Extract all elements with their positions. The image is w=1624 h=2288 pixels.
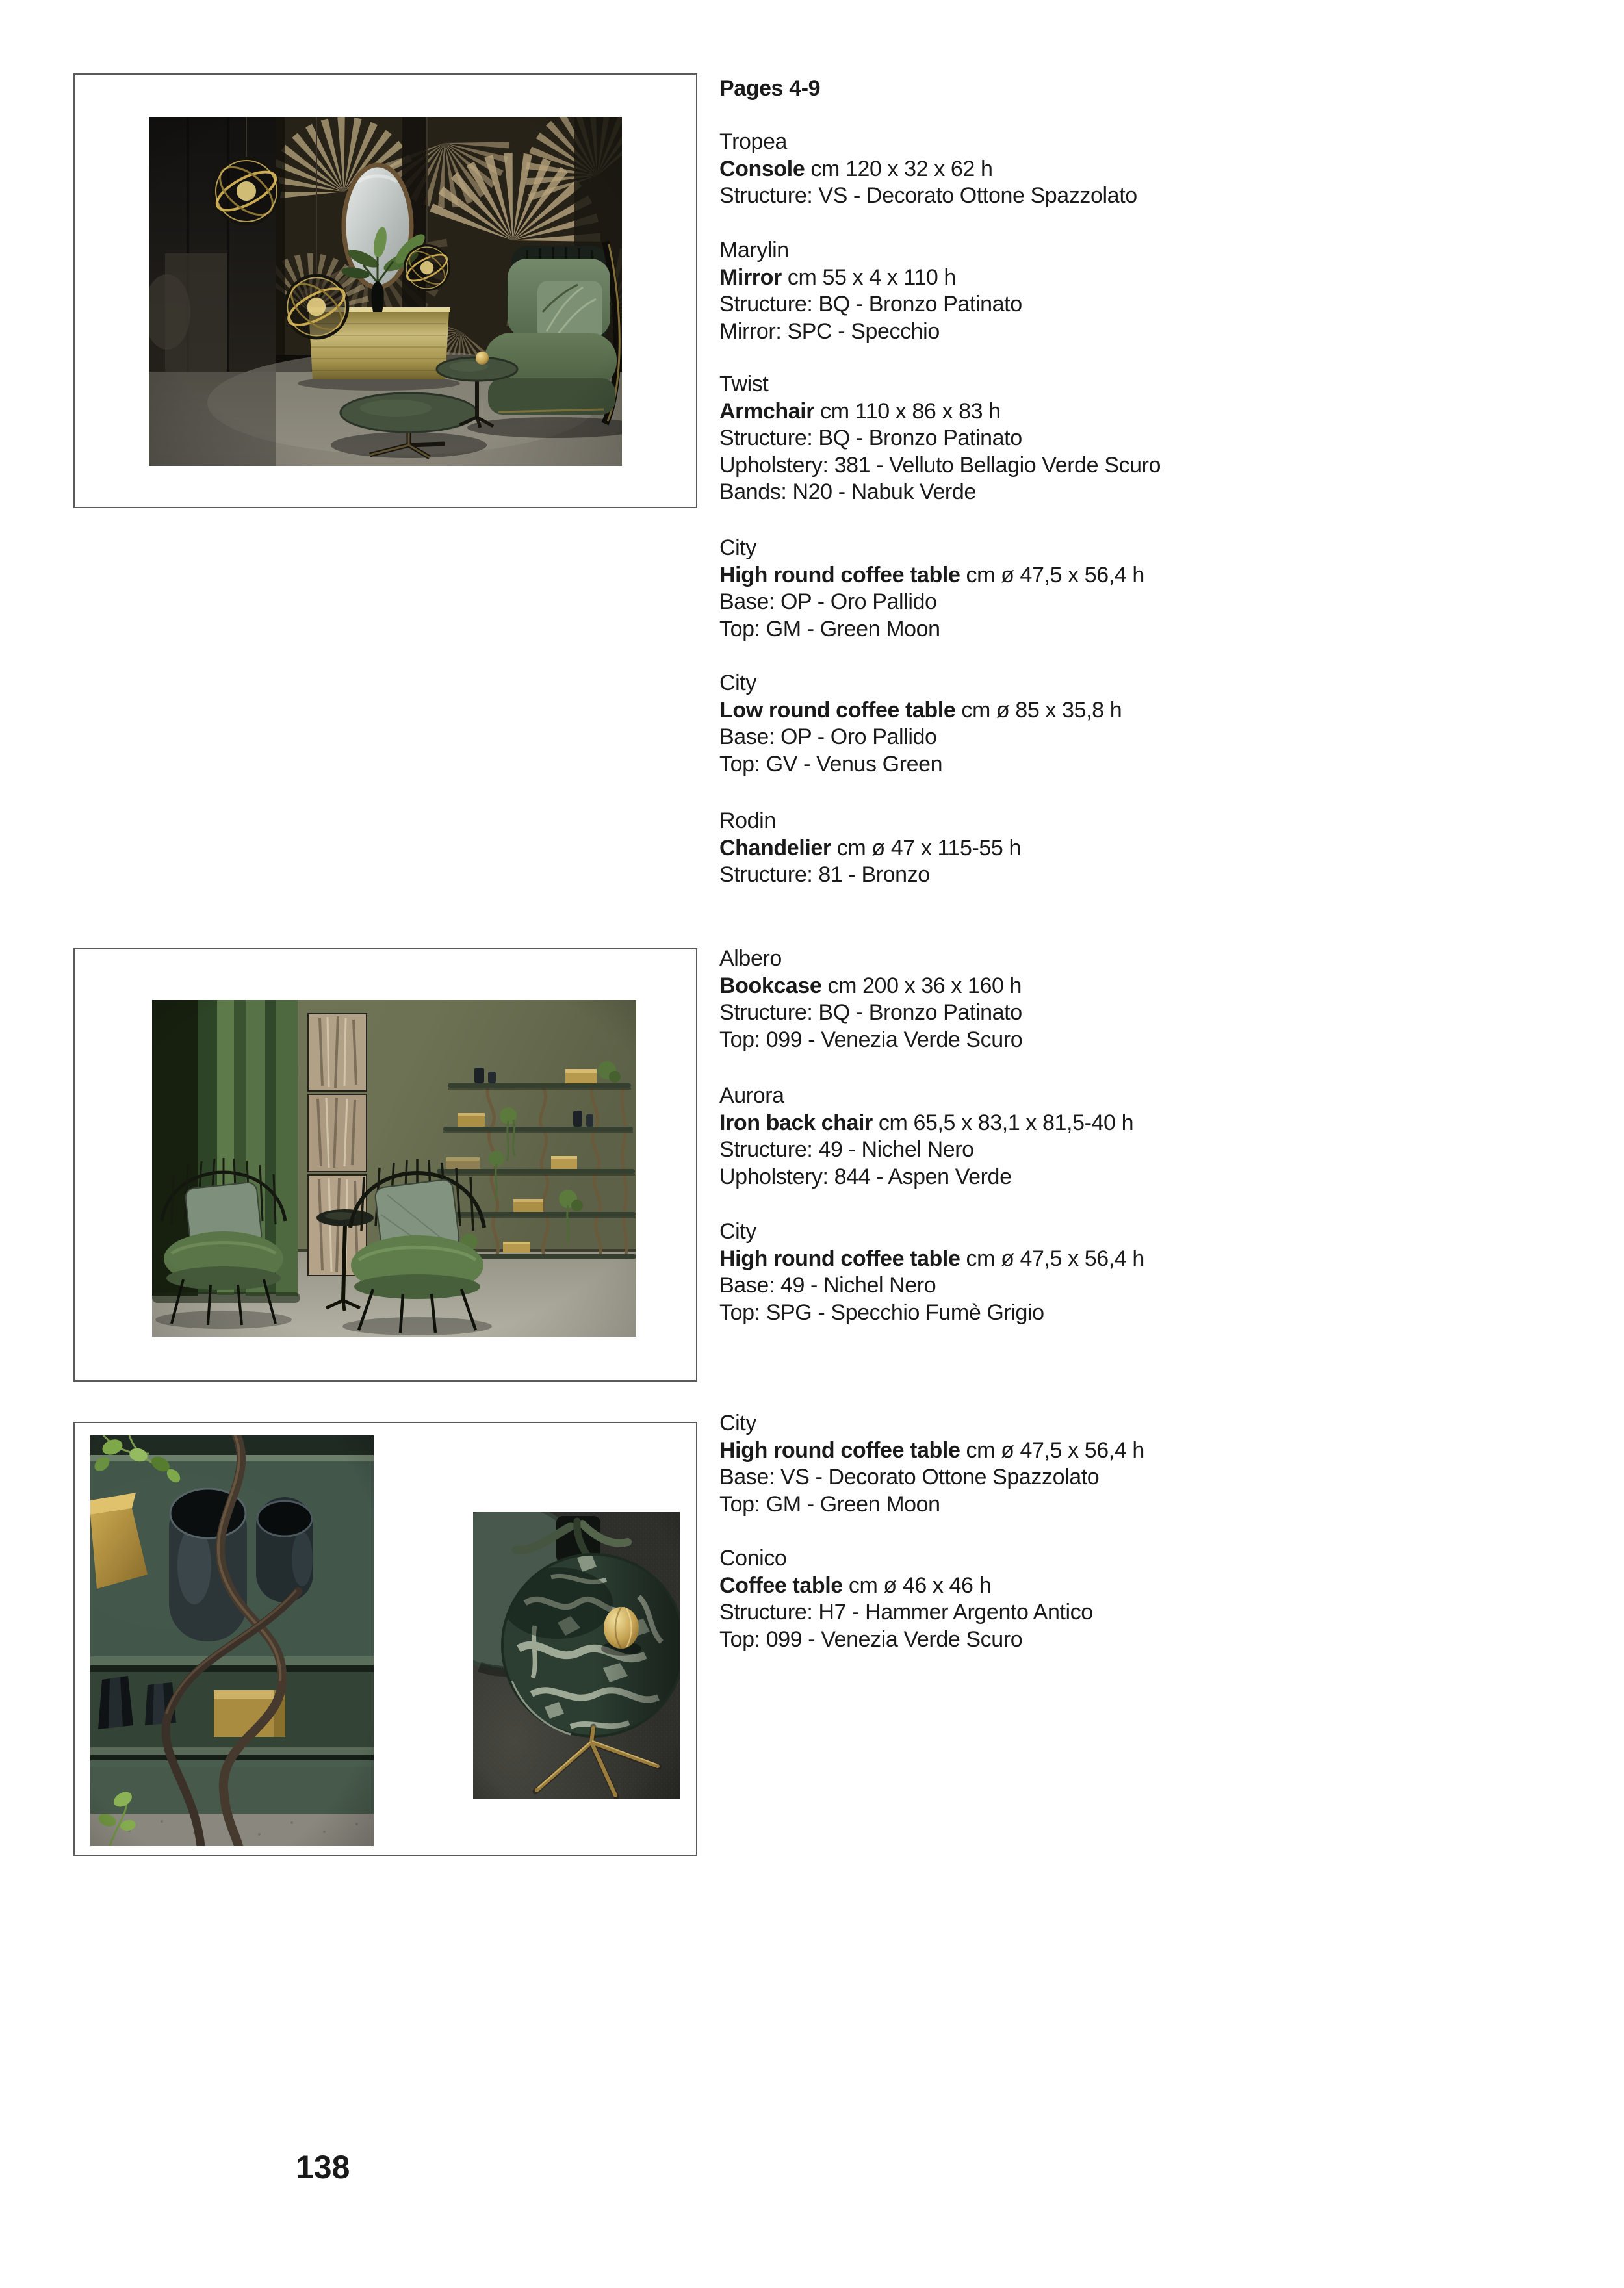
product-name: High round coffee table	[719, 562, 960, 587]
product-name: Iron back chair	[719, 1110, 873, 1135]
product-name: Chandelier	[719, 835, 831, 860]
image-frame-middle	[73, 948, 697, 1382]
product-name: Mirror	[719, 264, 782, 290]
image-frame-bottom	[73, 1422, 697, 1856]
product-name: Low round coffee table	[719, 697, 956, 723]
image-frame-top	[73, 73, 697, 508]
product-dims: cm 120 x 32 x 62 h	[810, 156, 993, 181]
product-detail: Base: OP - Oro Pallido	[719, 589, 937, 614]
product-name: High round coffee table	[719, 1246, 960, 1271]
product-dims: cm 55 x 4 x 110 h	[787, 264, 956, 290]
listing-rodin-chandelier	[719, 808, 1278, 889]
product-dims: cm ø 85 x 35,8 h	[961, 697, 1122, 723]
product-dims: cm 110 x 86 x 83 h	[820, 398, 1001, 424]
product-detail: Top: GV - Venus Green	[719, 751, 943, 777]
product-detail: Structure: 49 - Nichel Nero	[719, 1137, 974, 1162]
product-detail: Top: 099 - Venezia Verde Scuro	[719, 1027, 1023, 1052]
product-detail: Structure: 81 - Bronzo	[719, 862, 930, 887]
photo-console-room	[149, 117, 622, 466]
photo-bookcase-room	[152, 1000, 636, 1337]
product-detail: Structure: H7 - Hammer Argento Antico	[719, 1600, 1093, 1625]
collection-name: City	[719, 535, 756, 560]
product-dims: cm ø 47,5 x 56,4 h	[966, 562, 1144, 587]
listing-city-high-table-1	[719, 535, 1278, 643]
product-detail: Upholstery: 381 - Velluto Bellagio Verde Scuro	[719, 452, 1161, 478]
photo-coffee-table-detail	[473, 1512, 680, 1799]
collection-name: City	[719, 671, 756, 695]
product-detail: Mirror: SPC - Specchio	[719, 318, 940, 344]
page-range-title: Pages 4-9	[719, 76, 821, 101]
collection-name: Rodin	[719, 808, 776, 833]
collection-name: Tropea	[719, 129, 788, 154]
collection-name: City	[719, 1219, 756, 1244]
product-detail: Structure: BQ - Bronzo Patinato	[719, 426, 1022, 450]
product-name: Bookcase	[719, 973, 822, 998]
product-detail: Bands: N20 - Nabuk Verde	[719, 480, 976, 504]
product-dims: cm ø 47,5 x 56,4 h	[966, 1437, 1144, 1463]
photo-bookcase-room-illustration	[152, 1000, 636, 1337]
listing-city-high-table-3	[719, 1410, 1278, 1518]
collection-name: Albero	[719, 946, 782, 971]
listing-twist-armchair	[719, 371, 1278, 506]
product-name: Armchair	[719, 398, 815, 424]
product-detail: Base: 49 - Nichel Nero	[719, 1273, 936, 1298]
product-detail: Structure: BQ - Bronzo Patinato	[719, 292, 1022, 316]
product-dims: cm ø 46 x 46 h	[848, 1573, 992, 1598]
product-dims: cm ø 47,5 x 56,4 h	[966, 1246, 1144, 1271]
product-detail: Top: SPG - Specchio Fumè Grigio	[719, 1300, 1044, 1325]
product-name: High round coffee table	[719, 1437, 960, 1463]
listing-marylin-mirror	[719, 237, 1278, 345]
collection-name: City	[719, 1411, 756, 1435]
photo-console-room-illustration	[149, 117, 622, 466]
product-detail: Base: VS - Decorato Ottone Spazzolato	[719, 1465, 1100, 1489]
photo-coffee-table-detail-illustration	[473, 1512, 680, 1799]
photo-bookcase-detail-illustration	[90, 1435, 374, 1846]
collection-name: Aurora	[719, 1083, 784, 1108]
product-dims: cm 65,5 x 83,1 x 81,5-40 h	[878, 1110, 1134, 1135]
listing-tropea-console	[719, 129, 1278, 210]
collection-name: Marylin	[719, 238, 789, 263]
listing-city-low-table	[719, 670, 1278, 778]
product-detail: Top: GM - Green Moon	[719, 616, 940, 641]
product-detail: Structure: VS - Decorato Ottone Spazzolato	[719, 183, 1137, 208]
collection-name: Conico	[719, 1546, 787, 1571]
listing-conico-coffee-table	[719, 1545, 1278, 1653]
listing-albero-bookcase	[719, 945, 1278, 1053]
product-detail: Base: OP - Oro Pallido	[719, 725, 937, 749]
product-dims: cm 200 x 36 x 160 h	[827, 973, 1022, 998]
product-detail: Structure: BQ - Bronzo Patinato	[719, 1000, 1022, 1025]
product-dims: cm ø 47 x 115-55 h	[836, 835, 1021, 860]
product-detail: Top: GM - Green Moon	[719, 1491, 940, 1517]
listing-aurora-chair	[719, 1083, 1278, 1190]
product-detail: Top: 099 - Venezia Verde Scuro	[719, 1626, 1023, 1652]
product-name: Coffee table	[719, 1573, 843, 1598]
photo-bookcase-detail	[90, 1435, 374, 1846]
product-name: Console	[719, 156, 805, 181]
listing-city-high-table-2	[719, 1218, 1278, 1326]
product-detail: Upholstery: 844 - Aspen Verde	[719, 1164, 1012, 1189]
collection-name: Twist	[719, 372, 769, 396]
page-number: 138	[296, 2149, 350, 2185]
